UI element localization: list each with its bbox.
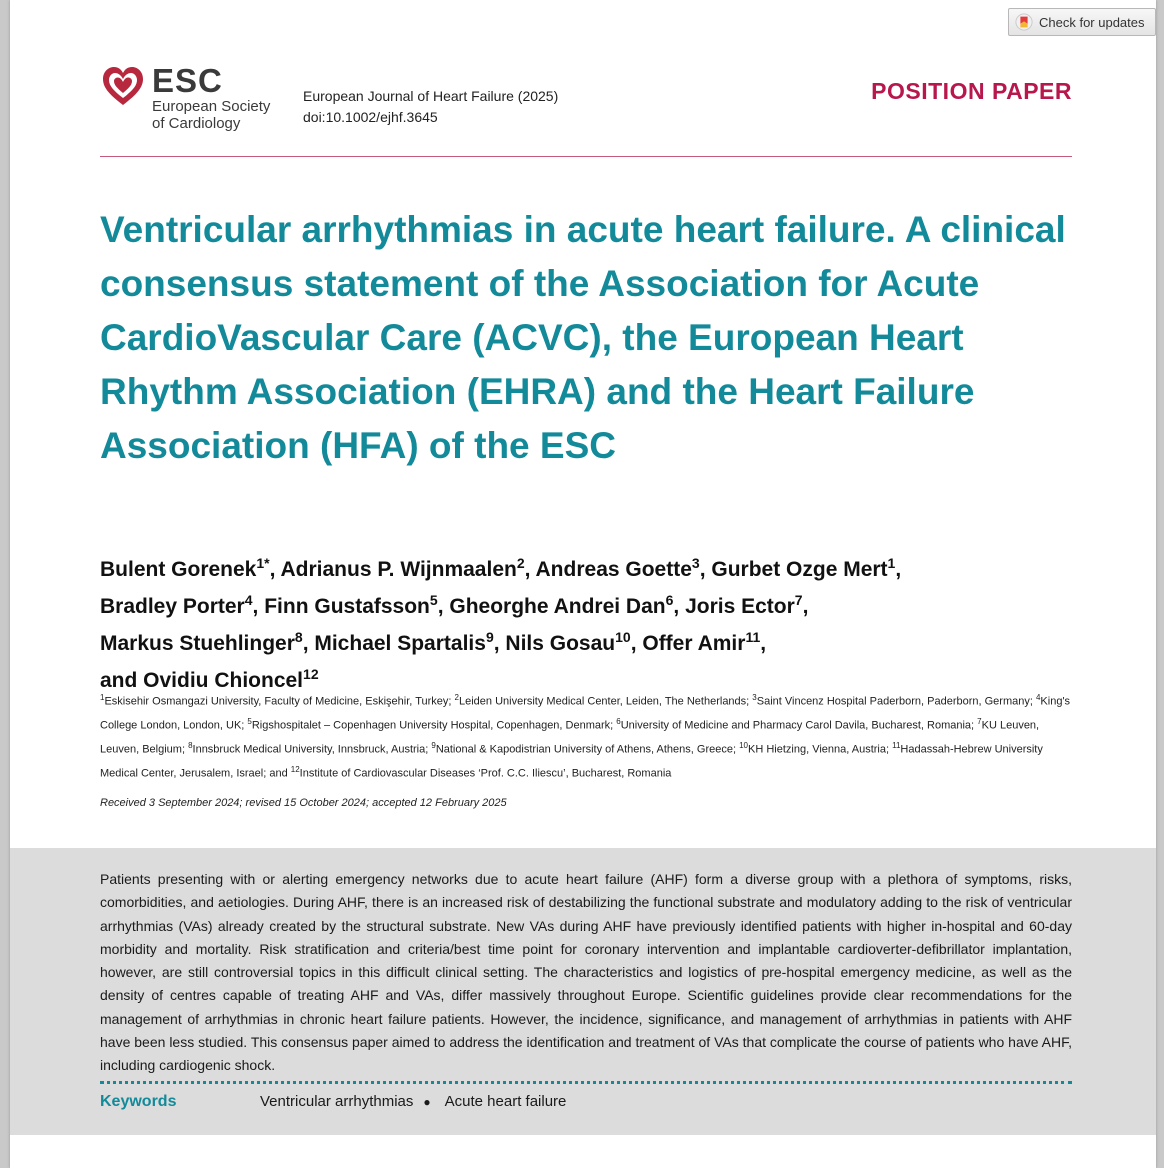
logo-line-1: European Society (152, 98, 271, 115)
affiliation-marker: 12 (290, 765, 300, 775)
author-separator: , (673, 595, 686, 618)
author-separator: , (760, 632, 772, 655)
author-name: Gheorghe Andrei Dan (449, 595, 666, 618)
header-divider (100, 156, 1072, 157)
journal-info (303, 86, 558, 128)
author-separator: , (802, 595, 815, 618)
esc-heart-icon (100, 64, 146, 110)
logo-acronym: ESC (152, 62, 223, 99)
keywords-divider (100, 1081, 1072, 1084)
author-affiliation-marker: 8 (294, 629, 303, 645)
affiliation-text: KH Hietzing, Vienna, Austria; (748, 743, 893, 756)
author-affiliation-marker: 1 (887, 555, 896, 571)
affiliation-text: King's College London, London, UK; (100, 695, 1071, 732)
author-name: Bulent Gorenek (100, 558, 257, 581)
affiliation-text: Rigshospitalet – Copenhagen University Hospital, Copenhagen, Denmark; (251, 719, 617, 732)
author-affiliation-marker: 3 (691, 555, 700, 571)
affiliation-text: Eskisehir Osmangazi University, Faculty of Medicine, Eskişehir, Turkey; (104, 695, 455, 708)
author-name: Finn Gustafsson (264, 595, 430, 618)
author-name: Markus Stuehlinger (100, 632, 295, 655)
author-affiliation-marker: 1* (256, 555, 270, 571)
article-header (100, 60, 1072, 158)
author-name: Joris Ector (685, 595, 795, 618)
author-affiliation-marker: 2 (516, 555, 525, 571)
author-affiliation-marker: 10 (615, 629, 631, 645)
author-name: Bradley Porter (100, 595, 245, 618)
journal-name: European Journal of Heart Failure (2025) (303, 88, 559, 104)
author-separator: , (524, 558, 536, 581)
affiliation-marker: 6 (616, 717, 621, 727)
author-affiliation-marker: 4 (244, 592, 253, 608)
affiliation-marker: 8 (188, 741, 193, 751)
affiliation-marker: 2 (454, 693, 459, 702)
esc-logo (100, 64, 270, 132)
affiliation-text: Saint Vincenz Hospital Paderborn, Paderborn, Germany; (756, 695, 1036, 708)
author-separator: , (895, 558, 908, 581)
author-separator: , (699, 558, 712, 581)
affiliation-list (100, 688, 1075, 785)
author-separator: , (269, 558, 281, 581)
author-name: Offer Amir (642, 632, 746, 655)
logo-line-2: of Cardiology (152, 115, 241, 132)
author-affiliation-marker: 11 (745, 629, 761, 645)
journal-doi: doi:10.1002/ejhf.3645 (303, 109, 438, 125)
author-separator: , (302, 632, 315, 655)
author-separator: , (252, 595, 265, 618)
abstract-text: Patients presenting with or alerting emergency networks due to acute heart failure (AHF) form a diverse group with a plethora of symptoms, risks, comorbidities, and aetiologies. During AHF, there is an increased risk of destabilizing the functional substrate and modulatory adding to the risk of ventricular arrhythmias (VAs) already created by the structural substrate. New VAs during AHF have previously identified patients with higher in-hospital and 60-day morbidity and mortality. Risk stratification and criteria/best time point for coronary intervention and implantable cardioverter-defibrillator implantation, however, are still controversial topics in this difficult clinical setting. The characteristics and logistics of pre-hospital emergency medicine, as well as the density of centres capable of treating AHF and VAs, differ massively throughout Europe. Scientific guidelines provide clear recommendations for the management of arrhythmias in chronic heart failure patients. However, the incidence, significance, and management of arrhythmias in patients with AHF have been less studied. This consensus paper aimed to address the identification and treatment of VAs that complicate the course of patients who have AHF, including cardiogenic shock. (100, 871, 1072, 1074)
affiliation-text: KU Leuven, Leuven, Belgium; (100, 719, 1040, 756)
article-dates: Received 3 September 2024; revised 15 October 2024; accepted 12 February 2025 (100, 797, 507, 809)
author-separator: , (437, 595, 450, 618)
author-name: Andreas Goette (535, 558, 692, 581)
author-separator: , (493, 632, 506, 655)
abstract-box (10, 848, 1156, 1135)
keyword-item: Acute heart failure (444, 1093, 567, 1110)
affiliation-marker: 10 (739, 741, 748, 751)
affiliation-marker: 5 (247, 717, 252, 727)
logo-text (152, 64, 270, 132)
author-affiliation-marker: 7 (794, 592, 803, 608)
author-name: Michael Spartalis (314, 632, 486, 655)
author-name: Adrianus P. Wijnmaalen (280, 558, 517, 581)
affiliation-marker: 7 (977, 717, 982, 727)
affiliation-text: Leiden University Medical Center, Leiden, The Netherlands; (458, 695, 753, 708)
affiliation-text: Innsbruck Medical University, Innsbruck, Austria; (192, 743, 432, 756)
author-affiliation-marker: 5 (429, 592, 438, 608)
check-for-updates-button[interactable] (1008, 8, 1156, 36)
article-page (10, 0, 1156, 1168)
affiliation-marker: 11 (892, 741, 901, 751)
crossmark-icon (1015, 13, 1033, 31)
author-affiliation-marker: 6 (665, 592, 674, 608)
affiliation-marker: 3 (752, 693, 757, 702)
affiliation-text: National & Kapodistrian University of Athens, Athens, Greece; (435, 743, 740, 756)
affiliation-marker: 4 (1035, 693, 1041, 702)
affiliation-text: University of Medicine and Pharmacy Carol Davila, Bucharest, Romania; (620, 719, 978, 732)
paper-type: POSITION PAPER (871, 78, 1072, 104)
author-affiliation-marker: 12 (303, 666, 319, 682)
paper-title: Ventricular arrhythmias in acute heart failure. A clinical consensus statement of the Association for Acute CardioVascular Care (ACVC), the European Heart Rhythm Association (EHRA) and the Heart Failure Association (HFA) of the ESC (100, 209, 1066, 466)
author-affiliation-marker: 9 (485, 629, 494, 645)
check-for-updates-label: Check for updates (1039, 14, 1145, 30)
keywords-row (100, 1093, 566, 1111)
keyword-item: Ventricular arrhythmias (260, 1093, 414, 1110)
affiliation-marker: 1 (100, 693, 105, 702)
author-separator: , (630, 632, 643, 655)
keyword-separator: ● (423, 1095, 431, 1109)
author-list (100, 548, 1090, 696)
affiliation-text: Institute of Cardiovascular Diseases ‘Prof. C.C. Iliescu’, Bucharest, Romania (299, 768, 672, 781)
affiliation-marker: 9 (431, 741, 436, 751)
keywords-label: Keywords (100, 1093, 177, 1110)
affiliation-text: Hadassah-Hebrew University Medical Center, Jerusalem, Israel; and (100, 743, 1043, 781)
author-name: Gurbet Ozge Mert (711, 558, 888, 581)
author-name: and Ovidiu Chioncel (100, 669, 304, 692)
author-name: Nils Gosau (505, 632, 616, 655)
